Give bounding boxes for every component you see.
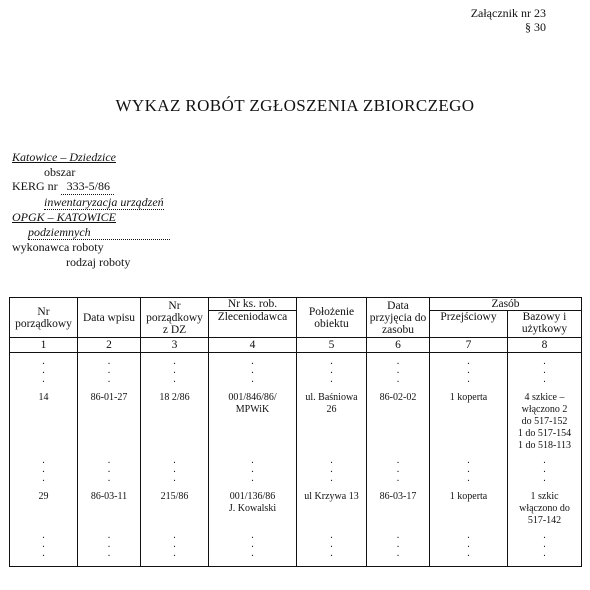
ellipsis-dot: . (251, 539, 254, 550)
work-type-label: rodzaj roboty (66, 254, 131, 269)
ellipsis-dot: . (396, 530, 400, 541)
cell-client: J. Kowalski (228, 503, 277, 514)
work-type-value: podziemnych (28, 225, 170, 241)
ellipsis-dot: . (42, 530, 45, 541)
table-row (10, 392, 582, 452)
kerg-label: KERG nr (12, 179, 58, 193)
col-number-3: 3 (141, 338, 209, 353)
cell-transit: 1 koperta (430, 392, 508, 452)
ellipsis-dot: . (467, 464, 470, 475)
ellipsis-dot: . (173, 365, 176, 376)
ellipsis-dot: . (173, 464, 176, 475)
ellipsis-dot: . (107, 539, 111, 550)
ellipsis-dot: . (330, 473, 333, 484)
ellipsis-dot: . (396, 356, 400, 367)
ellipsis-dot: . (330, 356, 333, 367)
contractor-label: wykonawca roboty (12, 240, 104, 254)
ellipsis-dot: . (107, 365, 111, 376)
ellipsis-dot: . (467, 356, 470, 367)
ellipsis-dot: . (467, 548, 470, 559)
cell-base-line: włączono 2 (521, 404, 568, 415)
cell-base-line: 4 szkice – (524, 392, 565, 403)
ellipsis-dot: . (107, 356, 111, 367)
ellipsis-dot: . (173, 455, 176, 466)
ellipsis-dot: . (543, 464, 546, 475)
ellipsis-dot: . (251, 374, 254, 385)
cell-ks: 001/136/86 (229, 491, 276, 502)
col-number-1: 1 (10, 338, 78, 353)
ellipsis-dot: . (42, 539, 45, 550)
ellipsis-dot: . (107, 464, 111, 475)
ellipsis-dot: . (396, 464, 400, 475)
ellipsis-dot: . (173, 473, 176, 484)
table-row-ellipsis (10, 452, 582, 491)
header-nr-ks-rob: Nr ks. rob. (209, 298, 297, 311)
ellipsis-dot: . (467, 365, 470, 376)
ellipsis-dot: . (330, 548, 333, 559)
ellipsis-dot: . (173, 374, 176, 385)
kerg-number: 333-5/86 (61, 179, 114, 195)
ellipsis-dot: . (330, 464, 333, 475)
ellipsis-dot: . (543, 539, 546, 550)
works-table (9, 297, 582, 567)
ellipsis-dot: . (543, 548, 546, 559)
header-data-przyjecia: Data przyjęcia do zasobu (367, 298, 430, 338)
cell-base-line: 1 do 518-113 (518, 440, 571, 451)
col-number-2: 2 (78, 338, 141, 353)
kerg-description: inwentaryzacja urządzeń (44, 194, 164, 209)
ellipsis-dot: . (467, 473, 470, 484)
ellipsis-dot: . (42, 356, 45, 367)
header-zasob: Zasób (430, 298, 582, 311)
header-bazowy: Bazowy i użytkowy (508, 311, 582, 338)
table-row (10, 491, 582, 527)
annex-number: Załącznik nr 23 (470, 6, 546, 20)
ellipsis-dot: . (42, 473, 45, 484)
cell-base-line: do 517-152 (521, 416, 568, 427)
ellipsis-dot: . (396, 548, 400, 559)
ellipsis-dot: . (173, 539, 176, 550)
cell-transit: 1 koperta (430, 491, 508, 527)
document-title: WYKAZ ROBÓT ZGŁOSZENIA ZBIORCZEGO (115, 96, 475, 115)
col-number-5: 5 (297, 338, 367, 353)
ellipsis-dot: . (543, 365, 546, 376)
ellipsis-dot: . (173, 530, 176, 541)
ellipsis-dot: . (42, 464, 45, 475)
ellipsis-dot: . (396, 365, 400, 376)
cell-location: ul Krzywa 13 (304, 491, 359, 502)
cell-base-line: 517-142 (527, 515, 562, 526)
ellipsis-dot: . (42, 455, 45, 466)
ellipsis-dot: . (543, 455, 546, 466)
annex-reference (471, 6, 546, 34)
header-nr-dz: Nr porządkowy z DZ (141, 298, 209, 338)
cell-base-line: 1 szkic (530, 491, 559, 502)
cell-date: 86-01-27 (78, 392, 141, 452)
ellipsis-dot: . (107, 548, 111, 559)
cell-accept-date: 86-03-17 (367, 491, 430, 527)
ellipsis-dot: . (173, 548, 176, 559)
table-row-ellipsis (10, 353, 582, 393)
header-przejsciowy: Przejściowy (430, 311, 508, 338)
document-header-fields (12, 150, 312, 269)
ellipsis-dot: . (251, 548, 254, 559)
ellipsis-dot: . (42, 374, 45, 385)
cell-nr: 29 (10, 491, 78, 527)
ellipsis-dot: . (42, 365, 45, 376)
ellipsis-dot: . (396, 455, 400, 466)
cell-location-number: 26 (326, 404, 337, 415)
ellipsis-dot: . (543, 530, 546, 541)
ellipsis-dot: . (107, 530, 111, 541)
cell-base-line: 1 do 517-154 (517, 428, 572, 439)
ellipsis-dot: . (330, 530, 333, 541)
ellipsis-dot: . (330, 374, 333, 385)
ellipsis-dot: . (467, 455, 470, 466)
header-polozenie: Położenie obiektu (297, 298, 367, 338)
ellipsis-dot: . (467, 530, 470, 541)
table-row-ellipsis (10, 527, 582, 567)
ellipsis-dot: . (543, 374, 546, 385)
ellipsis-dot: . (107, 455, 111, 466)
ellipsis-dot: . (251, 473, 254, 484)
ellipsis-dot: . (251, 464, 254, 475)
ellipsis-dot: . (107, 374, 111, 385)
ellipsis-dot: . (251, 455, 254, 466)
ellipsis-dot: . (396, 473, 400, 484)
annex-paragraph: § 30 (525, 20, 546, 34)
contractor-value: OPGK – KATOWICE (12, 210, 117, 224)
cell-ks: 001/846/86/ (228, 392, 277, 403)
cell-nr: 14 (10, 392, 78, 452)
cell-location: ul. Baśniowa (305, 392, 358, 403)
ellipsis-dot: . (107, 473, 111, 484)
cell-dz: 215/86 (141, 491, 209, 527)
header-zleceniodawca: Zleceniodawca (209, 311, 297, 338)
cell-accept-date: 86-02-02 (367, 392, 430, 452)
ellipsis-dot: . (467, 539, 470, 550)
area-label: obszar (44, 164, 76, 179)
ellipsis-dot: . (330, 539, 333, 550)
ellipsis-dot: . (173, 356, 176, 367)
col-number-4: 4 (209, 338, 297, 353)
area-value: Katowice – Dziedzice (12, 150, 116, 164)
ellipsis-dot: . (543, 473, 546, 484)
col-number-6: 6 (367, 338, 430, 353)
col-number-8: 8 (508, 338, 582, 353)
col-number-7: 7 (430, 338, 508, 353)
ellipsis-dot: . (543, 356, 546, 367)
ellipsis-dot: . (330, 365, 333, 376)
cell-client: MPWiK (235, 404, 270, 415)
header-data-wpisu: Data wpisu (78, 298, 141, 338)
cell-date: 86-03-11 (78, 491, 141, 527)
ellipsis-dot: . (251, 530, 254, 541)
ellipsis-dot: . (42, 548, 45, 559)
ellipsis-dot: . (467, 374, 470, 385)
ellipsis-dot: . (396, 374, 400, 385)
cell-base-line: włączono do (519, 503, 570, 514)
ellipsis-dot: . (396, 539, 400, 550)
cell-dz: 18 2/86 (141, 392, 209, 452)
ellipsis-dot: . (251, 365, 254, 376)
ellipsis-dot: . (251, 356, 254, 367)
header-nr-porzadkowy: Nr porządkowy (10, 298, 78, 338)
ellipsis-dot: . (330, 455, 333, 466)
